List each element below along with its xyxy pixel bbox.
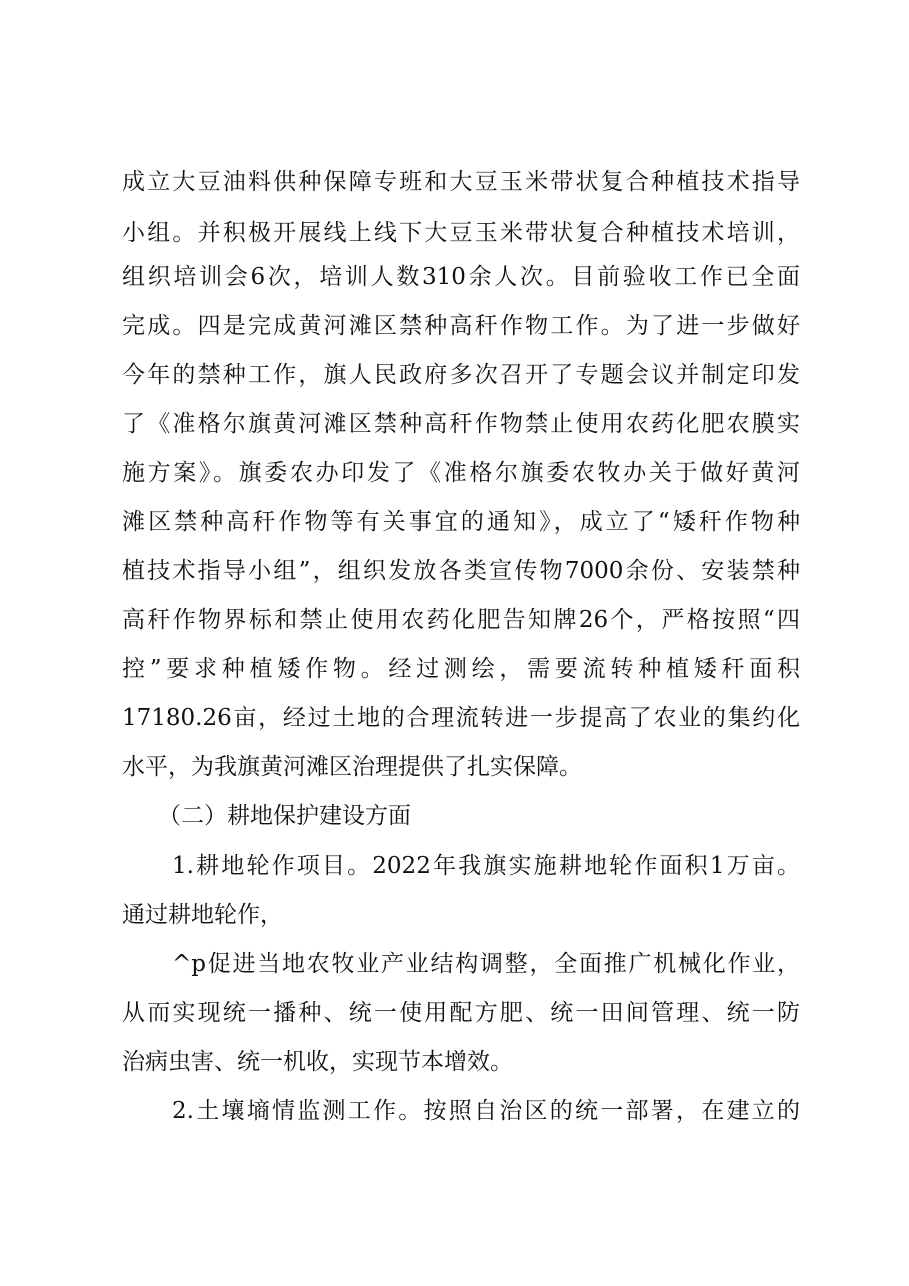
text-line: 完成。四是完成黄河滩区禁种高秆作物工作。为了进一步做好 (122, 313, 800, 339)
text-line: 组织培训会6次，培训人数310余人次。目前验收工作已全面 (122, 264, 800, 290)
text-line: 17180.26亩，经过土地的合理流转进一步提高了农业的集约化 (122, 705, 800, 731)
text-line: 高秆作物界标和禁止使用农药化肥告知牌26个，严格按照“四 (122, 607, 800, 633)
text-line: 了《准格尔旗黄河滩区禁种高秆作物禁止使用农药化肥农膜实 (122, 411, 800, 437)
text-line: 今年的禁种工作，旗人民政府多次召开了专题会议并制定印发 (122, 362, 800, 388)
text-line: 小组。并积极开展线上线下大豆玉米带状复合种植技术培训， (122, 220, 800, 246)
text-line: 控”要求种植矮作物。经过测绘，需要流转种植矮秆面积 (122, 656, 800, 682)
text-line: 滩区禁种高秆作物等有关事宜的通知》，成立了“矮秆作物种 (122, 509, 800, 535)
text-line: 从而实现统一播种、统一使用配方肥、统一田间管理、统一防 (122, 1000, 800, 1026)
text-line: 植技术指导小组”，组织发放各类宣传物7000余份、安装禁种 (122, 558, 800, 584)
text-line: 治病虫害、统一机收，实现节本增效。 (122, 1049, 513, 1075)
text-line: 施方案》。旗委农办印发了《准格尔旗委农牧办关于做好黄河 (122, 460, 800, 486)
text-line: 通过耕地轮作， (122, 902, 283, 928)
section-heading: （二）耕地保护建设方面 (158, 803, 411, 829)
text-line: 2.土壤墒情监测工作。按照自治区的统一部署，在建立的 (172, 1098, 800, 1124)
text-line: 1.耕地轮作项目。2022年我旗实施耕地轮作面积1万亩。 (172, 853, 800, 879)
text-line: ^p促进当地农牧业产业结构调整，全面推广机械化作业， (172, 951, 800, 977)
text-line: 水平，为我旗黄河滩区治理提供了扎实保障。 (122, 754, 582, 780)
text-line: 成立大豆油料供种保障专班和大豆玉米带状复合种植技术指导 (122, 169, 800, 195)
